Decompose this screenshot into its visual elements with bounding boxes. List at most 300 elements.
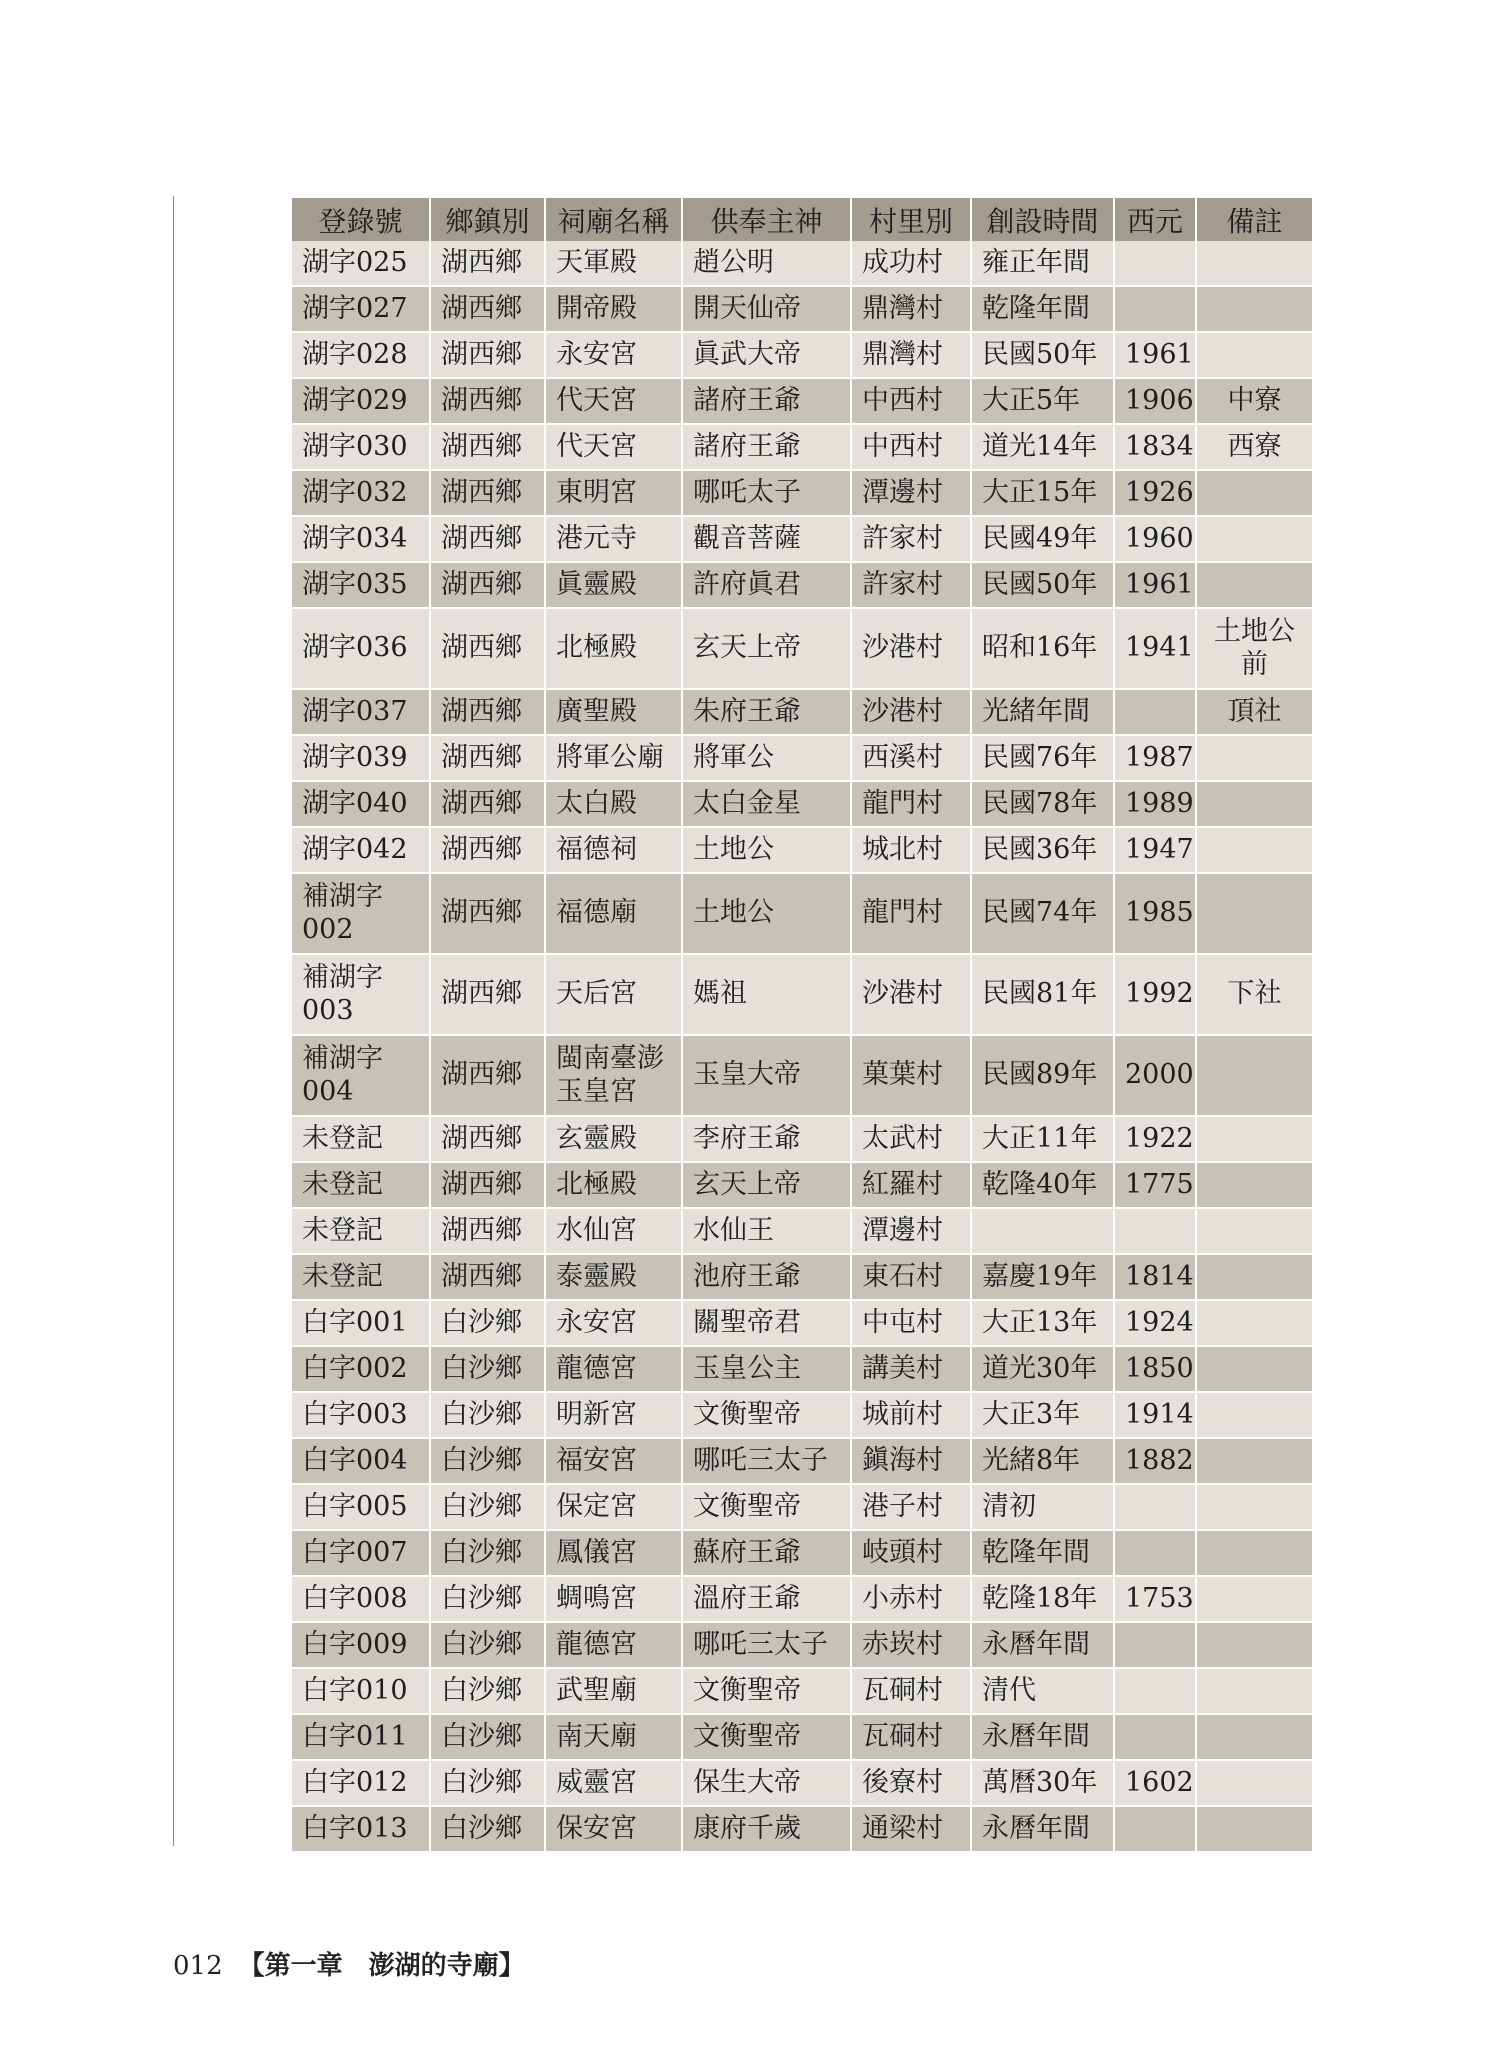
cell-year-ad: [1114, 1484, 1196, 1530]
header-temple-name: 祠廟名稱: [545, 198, 682, 241]
cell-remarks: [1196, 286, 1312, 332]
cell-founded: 清代: [971, 1668, 1114, 1714]
cell-year-ad: 1989: [1114, 781, 1196, 827]
table-row: [292, 1576, 1312, 1622]
cell-registration-no: 白字012: [292, 1760, 430, 1806]
cell-main-deity: 玄天上帝: [682, 1162, 851, 1208]
cell-temple-name: 北極殿: [545, 608, 682, 689]
cell-temple-name: 福德廟: [545, 873, 682, 954]
cell-village: 沙港村: [851, 608, 971, 689]
cell-year-ad: 1775: [1114, 1162, 1196, 1208]
cell-founded: 大正13年: [971, 1300, 1114, 1346]
cell-year-ad: 1961: [1114, 562, 1196, 608]
cell-remarks: 中寮: [1196, 378, 1312, 424]
cell-remarks: [1196, 1622, 1312, 1668]
cell-township: 白沙鄉: [430, 1806, 545, 1852]
cell-temple-name: 明新宮: [545, 1392, 682, 1438]
cell-year-ad: [1114, 1622, 1196, 1668]
cell-main-deity: 趙公明: [682, 241, 851, 286]
cell-township: 湖西鄉: [430, 286, 545, 332]
cell-temple-name: 永安宮: [545, 1300, 682, 1346]
cell-year-ad: [1114, 1668, 1196, 1714]
cell-remarks: [1196, 562, 1312, 608]
cell-main-deity: 哪吒三太子: [682, 1438, 851, 1484]
cell-township: 湖西鄉: [430, 735, 545, 781]
cell-temple-name: 龍德宮: [545, 1622, 682, 1668]
cell-township: 白沙鄉: [430, 1714, 545, 1760]
cell-founded: 昭和16年: [971, 608, 1114, 689]
cell-temple-name: 眞靈殿: [545, 562, 682, 608]
cell-registration-no: 未登記: [292, 1116, 430, 1162]
cell-registration-no: 湖字042: [292, 827, 430, 873]
table-row: [292, 241, 1312, 286]
cell-remarks: [1196, 1162, 1312, 1208]
header-registration-no: 登錄號: [292, 198, 430, 241]
cell-registration-no: 白字001: [292, 1300, 430, 1346]
cell-main-deity: 許府眞君: [682, 562, 851, 608]
cell-remarks: [1196, 781, 1312, 827]
cell-village: 港子村: [851, 1484, 971, 1530]
cell-temple-name: 代天宮: [545, 424, 682, 470]
cell-township: 湖西鄉: [430, 470, 545, 516]
cell-village: 成功村: [851, 241, 971, 286]
cell-township: 湖西鄉: [430, 954, 545, 1035]
cell-registration-no: 湖字025: [292, 241, 430, 286]
cell-registration-no: 湖字030: [292, 424, 430, 470]
cell-township: 湖西鄉: [430, 424, 545, 470]
table-row: [292, 1714, 1312, 1760]
cell-temple-name: 水仙宮: [545, 1208, 682, 1254]
cell-year-ad: 1882: [1114, 1438, 1196, 1484]
cell-township: 湖西鄉: [430, 1162, 545, 1208]
cell-year-ad: 1987: [1114, 735, 1196, 781]
cell-remarks: [1196, 332, 1312, 378]
cell-temple-name: 天后宮: [545, 954, 682, 1035]
cell-year-ad: 1961: [1114, 332, 1196, 378]
cell-founded: 永曆年間: [971, 1714, 1114, 1760]
table-row: [292, 827, 1312, 873]
cell-year-ad: 1914: [1114, 1392, 1196, 1438]
cell-registration-no: 白字002: [292, 1346, 430, 1392]
cell-village: 鼎灣村: [851, 332, 971, 378]
cell-main-deity: 諸府王爺: [682, 424, 851, 470]
table-row: [292, 470, 1312, 516]
cell-year-ad: 1992: [1114, 954, 1196, 1035]
cell-township: 湖西鄉: [430, 378, 545, 424]
table-row: [292, 1484, 1312, 1530]
cell-main-deity: 文衡聖帝: [682, 1668, 851, 1714]
cell-main-deity: 諸府王爺: [682, 378, 851, 424]
cell-village: 小赤村: [851, 1576, 971, 1622]
cell-township: 白沙鄉: [430, 1530, 545, 1576]
cell-remarks: [1196, 1760, 1312, 1806]
cell-registration-no: 白字007: [292, 1530, 430, 1576]
cell-main-deity: 將軍公: [682, 735, 851, 781]
cell-temple-name: 開帝殿: [545, 286, 682, 332]
cell-main-deity: 哪吒太子: [682, 470, 851, 516]
cell-township: 湖西鄉: [430, 562, 545, 608]
cell-year-ad: 1602: [1114, 1760, 1196, 1806]
table-row: [292, 424, 1312, 470]
cell-village: 通梁村: [851, 1806, 971, 1852]
cell-remarks: [1196, 827, 1312, 873]
cell-main-deity: 朱府王爺: [682, 689, 851, 735]
cell-temple-name: 武聖廟: [545, 1668, 682, 1714]
cell-founded: 大正3年: [971, 1392, 1114, 1438]
page-footer: [173, 1945, 525, 1982]
cell-township: 白沙鄉: [430, 1576, 545, 1622]
cell-year-ad: [1114, 241, 1196, 286]
cell-year-ad: 1926: [1114, 470, 1196, 516]
cell-main-deity: 李府王爺: [682, 1116, 851, 1162]
cell-registration-no: 湖字039: [292, 735, 430, 781]
table-row: [292, 1116, 1312, 1162]
cell-township: 湖西鄉: [430, 827, 545, 873]
cell-temple-name: 南天廟: [545, 1714, 682, 1760]
cell-village: 西溪村: [851, 735, 971, 781]
cell-registration-no: 白字010: [292, 1668, 430, 1714]
header-township: 鄉鎮別: [430, 198, 545, 241]
cell-village: 東石村: [851, 1254, 971, 1300]
cell-registration-no: 湖字040: [292, 781, 430, 827]
cell-remarks: [1196, 470, 1312, 516]
cell-registration-no: 補湖字002: [292, 873, 430, 954]
cell-remarks: [1196, 735, 1312, 781]
cell-main-deity: 土地公: [682, 827, 851, 873]
cell-main-deity: 媽祖: [682, 954, 851, 1035]
cell-temple-name: 將軍公廟: [545, 735, 682, 781]
cell-registration-no: 白字004: [292, 1438, 430, 1484]
cell-township: 湖西鄉: [430, 332, 545, 378]
cell-year-ad: 1814: [1114, 1254, 1196, 1300]
cell-founded: 大正11年: [971, 1116, 1114, 1162]
table-row: [292, 1530, 1312, 1576]
cell-registration-no: 未登記: [292, 1254, 430, 1300]
cell-village: 紅羅村: [851, 1162, 971, 1208]
chapter-title: 【第一章 澎湖的寺廟】: [238, 1951, 525, 1981]
cell-main-deity: 開天仙帝: [682, 286, 851, 332]
cell-remarks: [1196, 516, 1312, 562]
table-row: [292, 1806, 1312, 1852]
cell-township: 湖西鄉: [430, 516, 545, 562]
cell-village: 許家村: [851, 562, 971, 608]
cell-remarks: [1196, 1806, 1312, 1852]
cell-main-deity: 溫府王爺: [682, 1576, 851, 1622]
cell-founded: 光緒8年: [971, 1438, 1114, 1484]
cell-founded: 民國49年: [971, 516, 1114, 562]
cell-registration-no: 白字009: [292, 1622, 430, 1668]
cell-registration-no: 白字008: [292, 1576, 430, 1622]
cell-year-ad: 1850: [1114, 1346, 1196, 1392]
cell-township: 湖西鄉: [430, 1254, 545, 1300]
cell-registration-no: 補湖字003: [292, 954, 430, 1035]
table-row: [292, 1254, 1312, 1300]
cell-main-deity: 文衡聖帝: [682, 1714, 851, 1760]
cell-founded: 民國36年: [971, 827, 1114, 873]
cell-year-ad: 1906: [1114, 378, 1196, 424]
cell-registration-no: 未登記: [292, 1162, 430, 1208]
cell-founded: 嘉慶19年: [971, 1254, 1114, 1300]
cell-remarks: [1196, 1714, 1312, 1760]
cell-temple-name: 鳳儀宮: [545, 1530, 682, 1576]
cell-temple-name: 代天宮: [545, 378, 682, 424]
cell-village: 中西村: [851, 378, 971, 424]
cell-temple-name: 泰靈殿: [545, 1254, 682, 1300]
cell-registration-no: 白字005: [292, 1484, 430, 1530]
table-row: [292, 608, 1312, 689]
cell-township: 湖西鄉: [430, 241, 545, 286]
table-row: [292, 516, 1312, 562]
cell-founded: 民國74年: [971, 873, 1114, 954]
cell-township: 白沙鄉: [430, 1438, 545, 1484]
cell-village: 鎭海村: [851, 1438, 971, 1484]
cell-founded: 民國76年: [971, 735, 1114, 781]
cell-township: 白沙鄉: [430, 1346, 545, 1392]
header-remarks: 備註: [1196, 198, 1312, 241]
cell-founded: [971, 1208, 1114, 1254]
cell-village: 潭邊村: [851, 1208, 971, 1254]
table-row: [292, 954, 1312, 1035]
cell-year-ad: [1114, 1806, 1196, 1852]
margin-rule: [173, 196, 174, 1846]
cell-founded: 乾隆年間: [971, 286, 1114, 332]
cell-registration-no: 湖字032: [292, 470, 430, 516]
header-year-ad: 西元: [1114, 198, 1196, 241]
cell-main-deity: 玉皇大帝: [682, 1035, 851, 1116]
cell-founded: 道光30年: [971, 1346, 1114, 1392]
cell-main-deity: 觀音菩薩: [682, 516, 851, 562]
cell-village: 城北村: [851, 827, 971, 873]
cell-temple-name: 玄靈殿: [545, 1116, 682, 1162]
cell-registration-no: 湖字037: [292, 689, 430, 735]
cell-township: 白沙鄉: [430, 1760, 545, 1806]
cell-temple-name: 威靈宮: [545, 1760, 682, 1806]
cell-village: 龍門村: [851, 873, 971, 954]
cell-village: 龍門村: [851, 781, 971, 827]
cell-founded: 永曆年間: [971, 1806, 1114, 1852]
table-row: [292, 873, 1312, 954]
cell-main-deity: 池府王爺: [682, 1254, 851, 1300]
cell-village: 沙港村: [851, 689, 971, 735]
cell-temple-name: 福德祠: [545, 827, 682, 873]
cell-registration-no: 白字013: [292, 1806, 430, 1852]
table-row: [292, 1438, 1312, 1484]
cell-village: 講美村: [851, 1346, 971, 1392]
cell-temple-name: 太白殿: [545, 781, 682, 827]
cell-founded: 乾隆18年: [971, 1576, 1114, 1622]
cell-registration-no: 白字003: [292, 1392, 430, 1438]
cell-main-deity: 文衡聖帝: [682, 1484, 851, 1530]
cell-remarks: [1196, 1346, 1312, 1392]
cell-remarks: [1196, 1530, 1312, 1576]
cell-registration-no: 湖字027: [292, 286, 430, 332]
cell-year-ad: [1114, 689, 1196, 735]
cell-temple-name: 保定宮: [545, 1484, 682, 1530]
table-row: [292, 1760, 1312, 1806]
cell-year-ad: 1985: [1114, 873, 1196, 954]
cell-township: 湖西鄉: [430, 1208, 545, 1254]
cell-year-ad: [1114, 1714, 1196, 1760]
cell-main-deity: 水仙王: [682, 1208, 851, 1254]
cell-main-deity: 玄天上帝: [682, 608, 851, 689]
cell-registration-no: 湖字036: [292, 608, 430, 689]
cell-temple-name: 閩南臺澎玉皇宮: [545, 1035, 682, 1116]
cell-remarks: [1196, 1668, 1312, 1714]
cell-year-ad: [1114, 1208, 1196, 1254]
cell-founded: 民國78年: [971, 781, 1114, 827]
table-row: [292, 1208, 1312, 1254]
cell-founded: 清初: [971, 1484, 1114, 1530]
cell-year-ad: 1922: [1114, 1116, 1196, 1162]
cell-temple-name: 蜩鳴宮: [545, 1576, 682, 1622]
table-row: [292, 1668, 1312, 1714]
cell-remarks: [1196, 241, 1312, 286]
cell-founded: 雍正年間: [971, 241, 1114, 286]
cell-township: 白沙鄉: [430, 1622, 545, 1668]
table-header-row: [292, 198, 1312, 241]
cell-temple-name: 港元寺: [545, 516, 682, 562]
cell-year-ad: 1960: [1114, 516, 1196, 562]
cell-main-deity: 康府千歲: [682, 1806, 851, 1852]
cell-temple-name: 福安宮: [545, 1438, 682, 1484]
cell-village: 鼎灣村: [851, 286, 971, 332]
cell-registration-no: 補湖字004: [292, 1035, 430, 1116]
cell-registration-no: 湖字034: [292, 516, 430, 562]
cell-registration-no: 湖字028: [292, 332, 430, 378]
header-village: 村里別: [851, 198, 971, 241]
cell-remarks: 土地公前: [1196, 608, 1312, 689]
table-row: [292, 286, 1312, 332]
cell-temple-name: 保安宮: [545, 1806, 682, 1852]
table-row: [292, 1622, 1312, 1668]
header-founded: 創設時間: [971, 198, 1114, 241]
cell-township: 白沙鄉: [430, 1484, 545, 1530]
cell-village: 中西村: [851, 424, 971, 470]
table-row: [292, 1035, 1312, 1116]
cell-founded: 乾隆年間: [971, 1530, 1114, 1576]
table-row: [292, 1162, 1312, 1208]
cell-temple-name: 東明宮: [545, 470, 682, 516]
cell-village: 瓦硐村: [851, 1668, 971, 1714]
cell-village: 太武村: [851, 1116, 971, 1162]
cell-village: 城前村: [851, 1392, 971, 1438]
cell-year-ad: 1941: [1114, 608, 1196, 689]
cell-remarks: 頂社: [1196, 689, 1312, 735]
cell-founded: 大正5年: [971, 378, 1114, 424]
cell-founded: 民國89年: [971, 1035, 1114, 1116]
cell-township: 湖西鄉: [430, 1116, 545, 1162]
cell-main-deity: 玉皇公主: [682, 1346, 851, 1392]
table-row: [292, 735, 1312, 781]
cell-founded: 光緒年間: [971, 689, 1114, 735]
cell-village: 潭邊村: [851, 470, 971, 516]
cell-temple-name: 天軍殿: [545, 241, 682, 286]
cell-registration-no: 未登記: [292, 1208, 430, 1254]
cell-year-ad: [1114, 286, 1196, 332]
cell-temple-name: 廣聖殿: [545, 689, 682, 735]
cell-year-ad: [1114, 1530, 1196, 1576]
cell-village: 許家村: [851, 516, 971, 562]
cell-main-deity: 哪吒三太子: [682, 1622, 851, 1668]
cell-main-deity: 太白金星: [682, 781, 851, 827]
cell-main-deity: 蘇府王爺: [682, 1530, 851, 1576]
cell-founded: 乾隆40年: [971, 1162, 1114, 1208]
cell-remarks: [1196, 1438, 1312, 1484]
cell-township: 湖西鄉: [430, 781, 545, 827]
page-number: 012: [173, 1951, 223, 1981]
cell-year-ad: 1947: [1114, 827, 1196, 873]
cell-founded: 民國50年: [971, 332, 1114, 378]
cell-temple-name: 永安宮: [545, 332, 682, 378]
cell-year-ad: 1924: [1114, 1300, 1196, 1346]
cell-remarks: [1196, 1254, 1312, 1300]
cell-remarks: [1196, 1035, 1312, 1116]
cell-remarks: [1196, 873, 1312, 954]
table-row: [292, 1392, 1312, 1438]
cell-township: 白沙鄉: [430, 1392, 545, 1438]
cell-registration-no: 湖字029: [292, 378, 430, 424]
cell-main-deity: 文衡聖帝: [682, 1392, 851, 1438]
cell-village: 瓦硐村: [851, 1714, 971, 1760]
cell-founded: 永曆年間: [971, 1622, 1114, 1668]
table-row: [292, 781, 1312, 827]
cell-township: 白沙鄉: [430, 1300, 545, 1346]
cell-registration-no: 白字011: [292, 1714, 430, 1760]
table-row: [292, 332, 1312, 378]
cell-temple-name: 龍德宮: [545, 1346, 682, 1392]
cell-registration-no: 湖字035: [292, 562, 430, 608]
cell-township: 湖西鄉: [430, 1035, 545, 1116]
cell-temple-name: 北極殿: [545, 1162, 682, 1208]
cell-township: 白沙鄉: [430, 1668, 545, 1714]
cell-year-ad: 2000: [1114, 1035, 1196, 1116]
table-row: [292, 378, 1312, 424]
cell-village: 赤崁村: [851, 1622, 971, 1668]
cell-main-deity: 關聖帝君: [682, 1300, 851, 1346]
table-row: [292, 689, 1312, 735]
cell-village: 沙港村: [851, 954, 971, 1035]
cell-remarks: 下社: [1196, 954, 1312, 1035]
cell-village: 岐頭村: [851, 1530, 971, 1576]
table-row: [292, 562, 1312, 608]
cell-founded: 萬曆30年: [971, 1760, 1114, 1806]
cell-founded: 民國81年: [971, 954, 1114, 1035]
cell-main-deity: 眞武大帝: [682, 332, 851, 378]
cell-remarks: [1196, 1300, 1312, 1346]
cell-village: 中屯村: [851, 1300, 971, 1346]
table-row: [292, 1346, 1312, 1392]
header-main-deity: 供奉主神: [682, 198, 851, 241]
cell-remarks: [1196, 1576, 1312, 1622]
temple-table: [292, 198, 1312, 1853]
cell-remarks: [1196, 1484, 1312, 1530]
cell-remarks: [1196, 1392, 1312, 1438]
cell-township: 湖西鄉: [430, 608, 545, 689]
cell-founded: 大正15年: [971, 470, 1114, 516]
table-row: [292, 1300, 1312, 1346]
cell-remarks: [1196, 1208, 1312, 1254]
cell-village: 後寮村: [851, 1760, 971, 1806]
cell-township: 湖西鄉: [430, 873, 545, 954]
cell-year-ad: 1834: [1114, 424, 1196, 470]
cell-founded: 道光14年: [971, 424, 1114, 470]
cell-main-deity: 土地公: [682, 873, 851, 954]
cell-remarks: [1196, 1116, 1312, 1162]
cell-year-ad: 1753: [1114, 1576, 1196, 1622]
cell-remarks: 西寮: [1196, 424, 1312, 470]
cell-founded: 民國50年: [971, 562, 1114, 608]
cell-main-deity: 保生大帝: [682, 1760, 851, 1806]
